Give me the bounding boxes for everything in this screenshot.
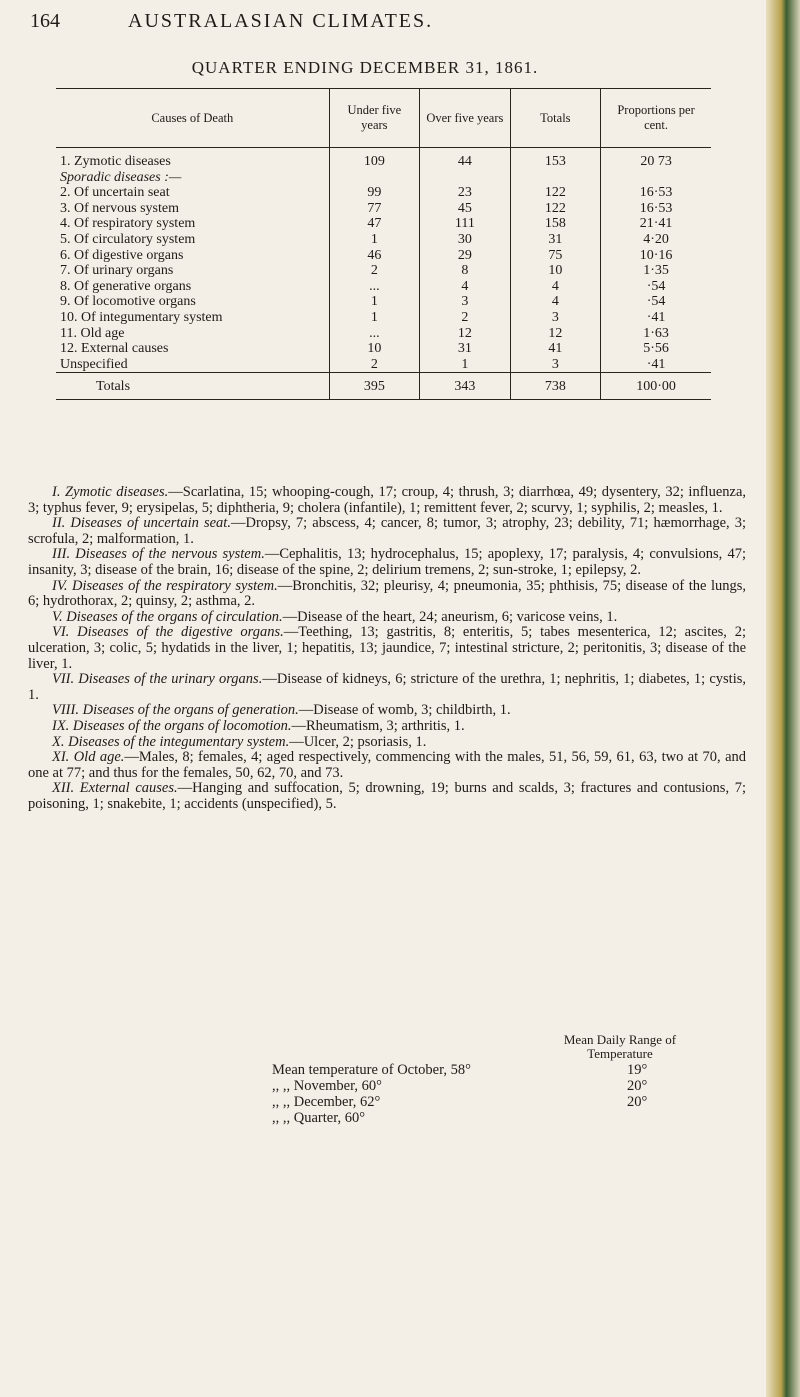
mortality-table [56,88,711,400]
note-heading: VI. Diseases of the digestive organs. [52,624,284,641]
cause-cell: 3. Of nervous system [60,200,179,216]
cause-cell: 11. Old age [60,325,125,341]
total-cell: 75 [510,248,601,264]
running-header [30,10,730,38]
table-row [56,357,711,373]
proportion-cell: ·41 [601,357,711,373]
proportion-cell: 5·56 [601,341,711,357]
over-five-cell: 12 [420,326,511,342]
temperature-label: ,, ,, Quarter, 60° [272,1110,365,1126]
note-heading: VIII. Diseases of the organs of generation. [52,702,299,719]
proportion-cell: 4·20 [601,232,711,248]
table-row [56,216,711,232]
temperature-row [272,1079,687,1095]
cause-cell: 5. Of circulatory system [60,231,196,247]
running-title: AUSTRALASIAN CLIMATES. [128,10,434,32]
proportion-cell: ·54 [601,294,711,310]
note-text: —Scarlatina, 15; whooping-cough, 17; croup, 4; thrush, 3; diarrhœa, 49; dysentery, 32; influenza, 3; typhus fever, 9; erysipelas, 5; diphtheria, 9; cholera (infantile), 1; remittent fever, 2; scurvy, 1; syphilis, 2; measles, 1. [28,484,747,516]
cause-cell: Sporadic diseases :— [60,169,182,185]
proportion-cell [601,170,711,186]
cause-cell: 9. Of locomotive organs [60,294,196,310]
note-text: —Disease of the heart, 24; aneurism, 6; varicose veins, 1. [282,608,618,625]
note-text: —Teething, 13; gastritis, 8; enteritis, 5; tabes mesenterica, 12; ascites, 2; ulceration, 3; colic, 5; hydatids in the liver, 1; hepatitis, 13; jaundice, 7; intestinal stricture, 2; peritonitis, 3; disease of the liver, 1. [28,624,747,672]
cause-note [28,750,746,781]
temperature-range: 20° [627,1094,648,1110]
note-heading: XII. External causes. [52,780,178,797]
cause-note [28,625,746,672]
note-text: —Hanging and suffocation, 5; drowning, 19; burns and scalds, 3; fractures and contusions, 7; poisoning, 1; snakebite, 1; accidents (unspecified), 5. [28,780,746,812]
over-five-cell: 111 [420,216,511,232]
table-row [56,185,711,201]
total-cell: 3 [510,357,601,373]
header-proportions: Proportions per cent. [601,89,711,148]
total-cell: 3 [510,310,601,326]
proportion-cell: ·54 [601,279,711,295]
cause-note [28,579,746,610]
cause-cell: 12. External causes [60,341,169,357]
total-cell: 41 [510,341,601,357]
under-five-cell: ... [329,326,420,342]
header-causes: Causes of Death [56,89,329,148]
table-row [56,326,711,342]
cause-note [28,719,746,735]
proportion-cell: 16·53 [601,185,711,201]
totals-total: 738 [510,373,601,400]
cause-cell: 7. Of urinary organs [60,263,174,279]
proportion-cell: 1·63 [601,326,711,342]
over-five-cell: 29 [420,248,511,264]
over-five-cell: 44 [420,148,511,170]
total-cell: 31 [510,232,601,248]
note-heading: IX. Diseases of the organs of locomotion. [52,717,292,734]
table-header-row [56,89,711,148]
cause-cell: 4. Of respiratory system [60,216,196,232]
under-five-cell: 1 [329,294,420,310]
over-five-cell: 4 [420,279,511,295]
over-five-cell: 45 [420,201,511,217]
note-heading: III. Diseases of the nervous system. [52,546,265,563]
total-cell: 122 [510,185,601,201]
page-edge-decoration [766,0,800,1397]
header-over-five: Over five years [420,89,511,148]
over-five-cell: 1 [420,357,511,373]
under-five-cell: ... [329,279,420,295]
totals-label: Totals [56,373,329,400]
note-heading: V. Diseases of the organs of circulation. [52,608,283,625]
totals-under-five: 395 [329,373,420,400]
note-text: —Males, 8; females, 4; aged respectively, commencing with the males, 51, 56, 59, 61, 63, two at 70, and one at 77; and thus for the females, 50, 62, 70, and 73. [28,749,747,781]
temperature-label: Mean temperature of October, 58° [272,1062,471,1078]
proportion-cell: 16·53 [601,201,711,217]
temperature-label: ,, ,, November, 60° [272,1078,382,1094]
total-cell: 4 [510,294,601,310]
under-five-cell: 46 [329,248,420,264]
over-five-cell: 8 [420,263,511,279]
table-row [56,341,711,357]
note-text: —Disease of kidneys, 6; stricture of the urethra, 1; nephritis, 1; diabetes, 1; cystis, 1. [28,671,746,703]
table-row [56,248,711,264]
table-subtitle: QUARTER ENDING DECEMBER 31, 1861. [191,58,539,77]
table-body [56,148,711,400]
table-row [56,294,711,310]
note-text: —Rheumatism, 3; arthritis, 1. [291,717,465,734]
under-five-cell: 109 [329,148,420,170]
total-cell [510,170,601,186]
over-five-cell: 31 [420,341,511,357]
temperature-range: 19° [627,1062,648,1078]
totals-row [56,373,711,400]
cause-note [28,547,746,578]
cause-note [28,703,746,719]
under-five-cell [329,170,420,186]
table-row [56,310,711,326]
totals-proportion: 100·00 [601,373,711,400]
table-row [56,232,711,248]
cause-note [28,781,746,812]
cause-note [28,672,746,703]
proportion-cell: ·41 [601,310,711,326]
under-five-cell: 1 [329,310,420,326]
range-heading: Mean Daily Range of Temperature [563,1032,677,1061]
cause-cell: Unspecified [60,356,128,372]
note-text: —Ulcer, 2; psoriasis, 1. [289,733,427,750]
over-five-cell: 3 [420,294,511,310]
totals-over-five: 343 [420,373,511,400]
note-heading: VII. Diseases of the urinary organs. [52,671,263,688]
proportion-cell: 20 73 [601,148,711,170]
total-cell: 122 [510,201,601,217]
note-text: —Bronchitis, 32; pleurisy, 4; pneumonia, 35; phthisis, 75; disease of the lungs, 6; hydrothorax, 2; quinsy, 2; asthma, 2. [28,577,746,610]
cause-note [28,516,746,547]
cause-note [28,610,746,626]
cause-cell: 2. Of uncertain seat [60,185,170,201]
under-five-cell: 2 [329,357,420,373]
total-cell: 153 [510,148,601,170]
total-cell: 158 [510,216,601,232]
table-row [56,201,711,217]
over-five-cell: 23 [420,185,511,201]
temperature-row [272,1111,687,1127]
note-heading: IV. Diseases of the respiratory system. [52,577,278,594]
table-row [56,263,711,279]
temperature-range: 20° [627,1078,648,1094]
cause-notes [28,485,746,812]
cause-note [28,735,746,751]
temperature-row [272,1063,687,1079]
under-five-cell: 1 [329,232,420,248]
cause-note [28,485,746,516]
note-heading: II. Diseases of uncertain seat. [52,515,231,532]
header-totals: Totals [510,89,601,148]
under-five-cell: 10 [329,341,420,357]
table-row [56,279,711,295]
cause-cell: 6. Of digestive organs [60,247,184,263]
cause-cell: 10. Of integumentary system [60,309,223,325]
temperature-label: ,, ,, December, 62° [272,1094,381,1110]
page-number: 164 [30,10,60,32]
under-five-cell: 2 [329,263,420,279]
note-text: —Disease of womb, 3; childbirth, 1. [298,702,511,719]
table-row [56,170,711,186]
under-five-cell: 47 [329,216,420,232]
over-five-cell: 30 [420,232,511,248]
total-cell: 12 [510,326,601,342]
proportion-cell: 1·35 [601,263,711,279]
note-heading: I. Zymotic diseases. [52,484,169,500]
note-text: —Cephalitis, 13; hydrocephalus, 15; apoplexy, 17; paralysis, 4; convulsions, 47; insanity, 3; disease of the brain, 16; disease of the spine, 2; delirium tremens, 2; sun-stroke, 1; epilepsy, 2. [28,546,747,578]
cause-cell: 8. Of generative organs [60,278,192,294]
note-heading: XI. Old age. [52,749,125,766]
table-row [56,148,711,170]
cause-cell: 1. Zymotic diseases [60,154,171,169]
temperature-row [272,1095,687,1111]
proportion-cell: 10·16 [601,248,711,264]
note-text: —Dropsy, 7; abscess, 4; cancer, 8; tumor, 3; atrophy, 23; debility, 71; hæmorrhage, 3; scrofula, 2; malformation, 1. [28,515,746,547]
over-five-cell: 2 [420,310,511,326]
under-five-cell: 77 [329,201,420,217]
total-cell: 4 [510,279,601,295]
over-five-cell [420,170,511,186]
under-five-cell: 99 [329,185,420,201]
note-heading: X. Diseases of the integumentary system. [52,733,290,750]
proportion-cell: 21·41 [601,216,711,232]
total-cell: 10 [510,263,601,279]
header-under-five: Under five years [329,89,420,148]
